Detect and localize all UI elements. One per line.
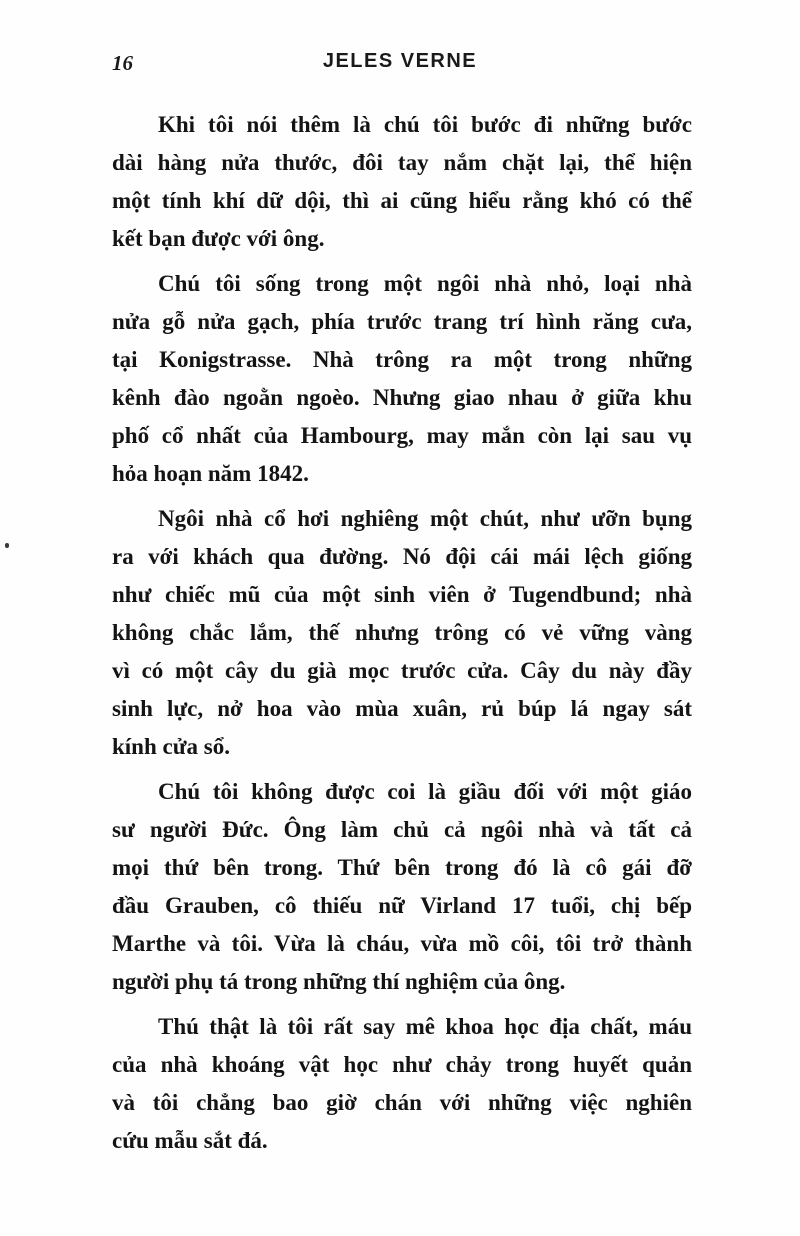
text-line: kênh đào ngoằn ngoèo. Nhưng giao nhau ở giữa khu — [112, 385, 692, 410]
text-line: kính cửa sổ. — [112, 734, 230, 759]
text-line: đầu Grauben, cô thiếu nữ Virland 17 tuổi, chị bếp — [112, 893, 692, 918]
text-line: Chú tôi sống trong một ngôi nhà nhỏ, loại nhà — [158, 271, 692, 296]
text-line: của nhà khoáng vật học như chảy trong huyết quản — [112, 1052, 692, 1077]
page-body — [112, 106, 692, 1167]
text-line: sư người Đức. Ông làm chủ cả ngôi nhà và tất cả — [112, 817, 692, 842]
paragraph — [112, 773, 692, 1001]
text-line: Chú tôi không được coi là giầu đối với một giáo — [158, 779, 692, 804]
text-line: hỏa hoạn năm 1842. — [112, 461, 309, 486]
text-line: Thú thật là tôi rất say mê khoa học địa chất, máu — [158, 1014, 692, 1039]
text-line: Ngôi nhà cổ hơi nghiêng một chút, như ưỡn bụng — [158, 506, 692, 531]
text-line: phố cổ nhất của Hambourg, may mắn còn lại sau vụ — [112, 423, 692, 448]
text-line: và tôi chẳng bao giờ chán với những việc nghiên — [112, 1090, 692, 1115]
text-line: kết bạn được với ông. — [112, 226, 325, 251]
text-line: mọi thứ bên trong. Thứ bên trong đó là cô gái đỡ — [112, 855, 692, 880]
text-line: dài hàng nửa thước, đôi tay nắm chặt lại, thể hiện — [112, 150, 692, 175]
paragraph — [112, 265, 692, 493]
text-line: nửa gỗ nửa gạch, phía trước trang trí hình răng cưa, — [112, 309, 692, 334]
text-line: Khi tôi nói thêm là chú tôi bước đi những bước — [158, 112, 692, 137]
text-line: sinh lực, nở hoa vào mùa xuân, rủ búp lá ngay sát — [112, 696, 692, 721]
text-line: như chiếc mũ của một sinh viên ở Tugendbund; nhà — [112, 582, 692, 607]
paragraph — [112, 106, 692, 258]
text-line: Marthe và tôi. Vừa là cháu, vừa mồ côi, tôi trở thành — [112, 931, 692, 956]
paragraph — [112, 1008, 692, 1160]
text-line: người phụ tá trong những thí nghiệm của ông. — [112, 969, 566, 994]
text-line: tại Konigstrasse. Nhà trông ra một trong những — [112, 347, 692, 372]
text-line: một tính khí dữ dội, thì ai cũng hiểu rằng khó có thể — [112, 188, 692, 213]
paragraph — [112, 500, 692, 766]
text-line: không chắc lắm, thế nhưng trông có vẻ vững vàng — [112, 620, 692, 645]
text-line: vì có một cây du già mọc trước cửa. Cây du này đầy — [112, 658, 692, 683]
scan-speck — [5, 543, 9, 548]
text-line: ra với khách qua đường. Nó đội cái mái lệch giống — [112, 544, 692, 569]
running-header — [0, 50, 800, 76]
page-number: 16 — [112, 51, 133, 75]
text-line: cứu mẫu sắt đá. — [112, 1128, 268, 1153]
running-title: JELES VERNE — [322, 50, 478, 72]
